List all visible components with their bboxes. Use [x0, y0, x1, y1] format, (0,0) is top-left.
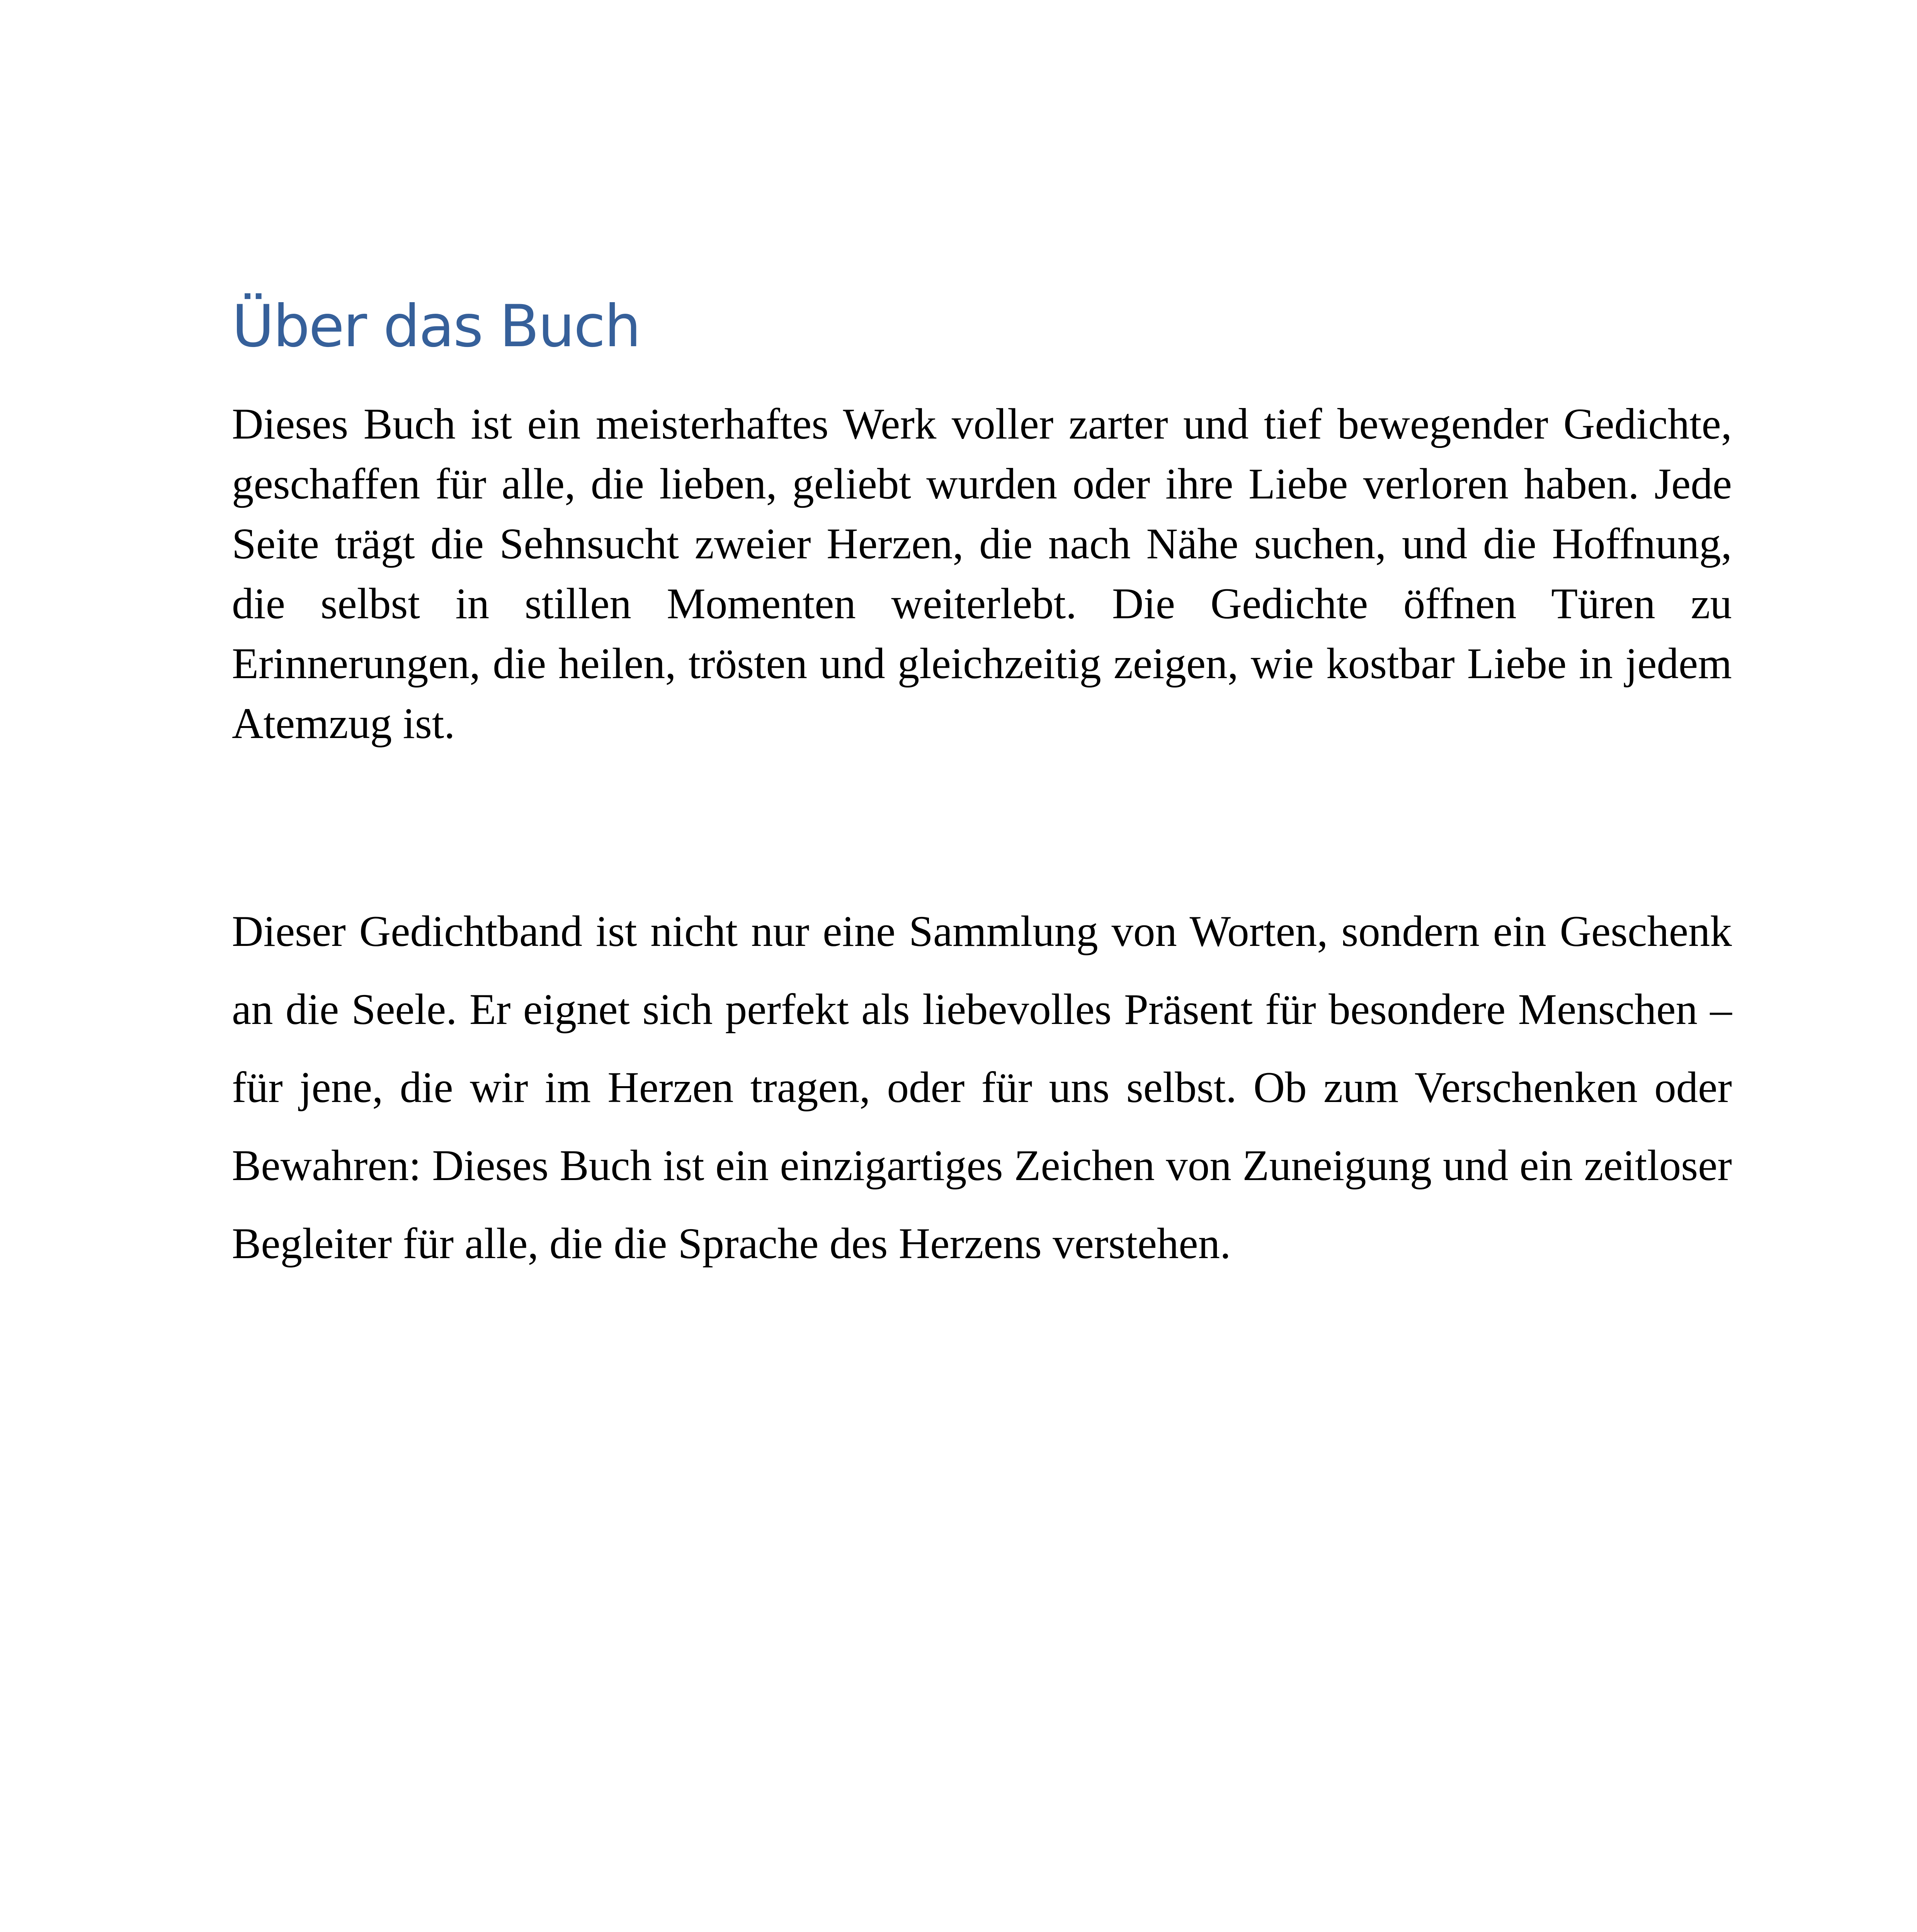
body-paragraph-1: Dieses Buch ist ein meisterhaftes Werk voller zarter und tief bewegender Gedichte, geschaffen für alle, die lieben, geliebt wurden oder ihre Liebe verloren haben. Jede Seite trägt die Sehnsucht zweier Herzen, die nach Nähe suchen, und die Hoffnung, die selbst in stillen Momenten weiterlebt. Die Gedichte öffnen Türen zu Erinnerungen, die heilen, trösten und gleichzeitig zeigen, wie kostbar Liebe in jedem Atemzug ist. [232, 400, 1732, 748]
body-paragraph-2: Dieser Gedichtband ist nicht nur eine Sammlung von Worten, sondern ein Geschenk an die Seele. Er eignet sich perfekt als liebevolles Präsent für besondere Menschen – für jene, die wir im Herzen tragen, oder für uns selbst. Ob zum Verschenken oder Bewahren: Dieses Buch ist ein einzigartiges Zeichen von Zuneigung und ein zeitloser Begleiter für alle, die die Sprache des Herzens verstehen. [232, 907, 1732, 1268]
page-content [232, 286, 1732, 1283]
section-heading: Über das Buch [232, 293, 640, 360]
